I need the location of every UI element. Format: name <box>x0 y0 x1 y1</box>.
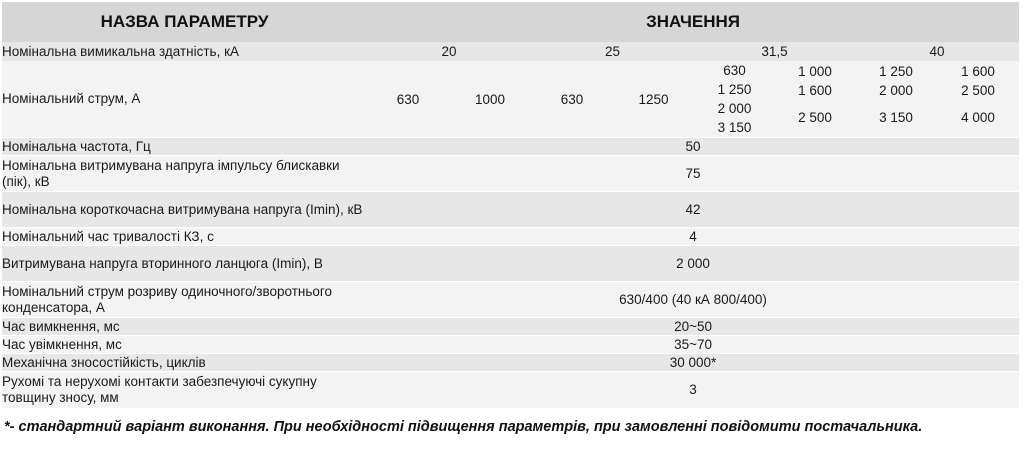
current-cell: 1 250 <box>717 82 752 97</box>
current-stack <box>855 61 937 138</box>
current-cell: 1 250 <box>879 63 913 79</box>
row-value: 75 <box>367 156 1019 192</box>
row-label: Номінальна вимикальна здатність, кА <box>2 42 367 61</box>
row-value: 3 <box>367 372 1019 408</box>
current-cell: 3 150 <box>879 109 913 125</box>
row-label: Номінальна короткочасна витримувана напруга (Imin), кВ <box>2 192 367 228</box>
row-value: 30 000* <box>367 354 1019 372</box>
current-stack <box>775 61 855 138</box>
row-capacitor-current <box>2 282 1019 318</box>
row-value: 630/400 (40 кА 800/400) <box>367 282 1019 318</box>
row-impulse-voltage <box>2 156 1019 192</box>
current-cell: 3 150 <box>717 120 752 135</box>
row-label: Механічна зносостійкість, циклів <box>2 354 367 372</box>
current-cell: 2 000 <box>879 82 913 98</box>
row-label: Номінальна частота, Гц <box>2 138 367 156</box>
current-cell: 630 <box>723 63 746 78</box>
row-off-time <box>2 318 1019 336</box>
current-cell: 2 500 <box>961 82 995 98</box>
row-contact-wear <box>2 372 1019 408</box>
row-short-voltage <box>2 192 1019 228</box>
breaking-capacity-25: 25 <box>531 42 694 61</box>
row-short-circuit-time <box>2 228 1019 246</box>
row-label: Рухомі та нерухомі контакти забезпечуючі сукупну товщину зносу, мм <box>2 372 367 408</box>
row-frequency <box>2 138 1019 156</box>
current-cell: 1 000 <box>798 63 832 79</box>
breaking-capacity-20: 20 <box>367 42 531 61</box>
current-stack <box>694 61 775 138</box>
current-cell: 1250 <box>613 61 694 138</box>
current-cell: 630 <box>531 61 613 138</box>
spec-table <box>2 2 1019 408</box>
current-cell: 2 500 <box>798 109 832 125</box>
row-label: Номінальний струм, А <box>2 61 367 138</box>
row-value: 50 <box>367 138 1019 156</box>
row-rated-current <box>2 61 1019 138</box>
header-param: НАЗВА ПАРАМЕТРУ <box>2 2 367 42</box>
row-label: Витримувана напруга вторинного ланцюга (Imin), В <box>2 246 367 282</box>
current-cell: 1000 <box>449 61 531 138</box>
row-value: 42 <box>367 192 1019 228</box>
row-label: Номінальний струм розриву одиночного/зворотнього конденсатора, А <box>2 282 367 318</box>
current-cell: 2 000 <box>717 101 752 116</box>
current-cell: 4 000 <box>961 109 995 125</box>
current-cell: 1 600 <box>961 63 995 79</box>
breaking-capacity-31-5: 31,5 <box>694 42 855 61</box>
current-stack <box>937 61 1019 138</box>
row-breaking-capacity <box>2 42 1019 61</box>
row-value: 20~50 <box>367 318 1019 336</box>
row-value: 4 <box>367 228 1019 246</box>
row-value: 35~70 <box>367 336 1019 354</box>
row-label: Час увімкнення, мс <box>2 336 367 354</box>
current-cell: 1 600 <box>798 82 832 98</box>
row-value: 2 000 <box>367 246 1019 282</box>
row-mechanical-endurance <box>2 354 1019 372</box>
current-cell: 630 <box>367 61 449 138</box>
row-label: Номінальний час тривалості КЗ, с <box>2 228 367 246</box>
header-value: ЗНАЧЕННЯ <box>367 2 1019 42</box>
row-on-time <box>2 336 1019 354</box>
row-secondary-voltage <box>2 246 1019 282</box>
row-label: Номінальна витримувана напруга імпульсу блискавки (пік), кВ <box>2 156 367 192</box>
row-label: Час вимкнення, мс <box>2 318 367 336</box>
footnote: *- стандартний варіант виконання. При необхідності підвищення параметрів, при замовленні повідомити постачальника. <box>4 419 923 435</box>
breaking-capacity-40: 40 <box>855 42 1019 61</box>
